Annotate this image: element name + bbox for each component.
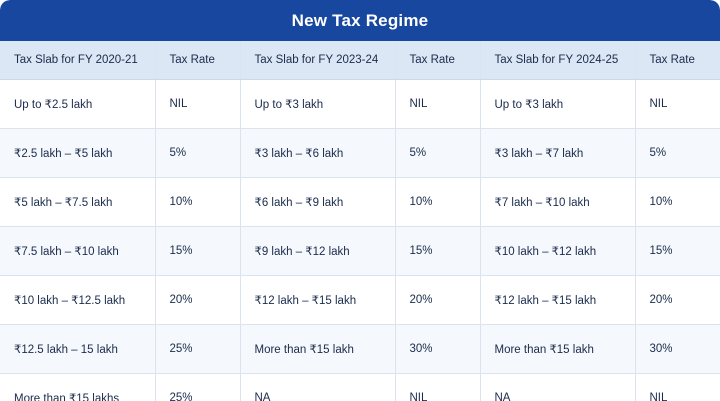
table-row bbox=[0, 80, 720, 129]
column-header-slab-2024-25: Tax Slab for FY 2024-25 bbox=[480, 41, 635, 80]
cell-rate-2023-24: 20% bbox=[395, 276, 480, 325]
table-row bbox=[0, 276, 720, 325]
cell-rate-2024-25: 15% bbox=[635, 227, 720, 276]
table-row bbox=[0, 227, 720, 276]
cell-rate-2023-24: 5% bbox=[395, 129, 480, 178]
tax-slab-table bbox=[0, 41, 720, 401]
cell-rate-2020-21: 15% bbox=[155, 227, 240, 276]
column-header-slab-2020-21: Tax Slab for FY 2020-21 bbox=[0, 41, 155, 80]
cell-slab-2023-24: ₹6 lakh – ₹9 lakh bbox=[240, 178, 395, 227]
cell-rate-2024-25: 5% bbox=[635, 129, 720, 178]
cell-slab-2020-21: ₹10 lakh – ₹12.5 lakh bbox=[0, 276, 155, 325]
column-header-rate-2024-25: Tax Rate bbox=[635, 41, 720, 80]
page-title: New Tax Regime bbox=[291, 10, 429, 30]
table-row bbox=[0, 178, 720, 227]
cell-slab-2024-25: ₹10 lakh – ₹12 lakh bbox=[480, 227, 635, 276]
cell-slab-2024-25: Up to ₹3 lakh bbox=[480, 80, 635, 129]
cell-slab-2020-21: ₹2.5 lakh – ₹5 lakh bbox=[0, 129, 155, 178]
cell-slab-2024-25: ₹7 lakh – ₹10 lakh bbox=[480, 178, 635, 227]
cell-rate-2020-21: NIL bbox=[155, 80, 240, 129]
cell-rate-2020-21: 25% bbox=[155, 374, 240, 401]
cell-slab-2024-25: More than ₹15 lakh bbox=[480, 325, 635, 374]
cell-slab-2024-25: NA bbox=[480, 374, 635, 401]
cell-rate-2023-24: NIL bbox=[395, 80, 480, 129]
table-header-row bbox=[0, 41, 720, 80]
cell-rate-2024-25: 20% bbox=[635, 276, 720, 325]
cell-rate-2024-25: NIL bbox=[635, 374, 720, 401]
cell-slab-2020-21: ₹7.5 lakh – ₹10 lakh bbox=[0, 227, 155, 276]
cell-rate-2023-24: 10% bbox=[395, 178, 480, 227]
column-header-rate-2023-24: Tax Rate bbox=[395, 41, 480, 80]
cell-slab-2020-21: Up to ₹2.5 lakh bbox=[0, 80, 155, 129]
cell-slab-2020-21: ₹5 lakh – ₹7.5 lakh bbox=[0, 178, 155, 227]
cell-slab-2023-24: NA bbox=[240, 374, 395, 401]
table-head bbox=[0, 41, 720, 80]
table-row bbox=[0, 374, 720, 401]
cell-rate-2020-21: 10% bbox=[155, 178, 240, 227]
cell-rate-2023-24: NIL bbox=[395, 374, 480, 401]
cell-slab-2023-24: ₹12 lakh – ₹15 lakh bbox=[240, 276, 395, 325]
cell-slab-2020-21: ₹12.5 lakh – 15 lakh bbox=[0, 325, 155, 374]
table-row bbox=[0, 129, 720, 178]
cell-slab-2023-24: More than ₹15 lakh bbox=[240, 325, 395, 374]
cell-slab-2023-24: ₹9 lakh – ₹12 lakh bbox=[240, 227, 395, 276]
cell-rate-2020-21: 5% bbox=[155, 129, 240, 178]
cell-slab-2024-25: ₹12 lakh – ₹15 lakh bbox=[480, 276, 635, 325]
cell-rate-2024-25: 30% bbox=[635, 325, 720, 374]
cell-slab-2023-24: ₹3 lakh – ₹6 lakh bbox=[240, 129, 395, 178]
cell-rate-2020-21: 25% bbox=[155, 325, 240, 374]
column-header-slab-2023-24: Tax Slab for FY 2023-24 bbox=[240, 41, 395, 80]
cell-slab-2024-25: ₹3 lakh – ₹7 lakh bbox=[480, 129, 635, 178]
column-header-rate-2020-21: Tax Rate bbox=[155, 41, 240, 80]
cell-rate-2023-24: 15% bbox=[395, 227, 480, 276]
cell-rate-2024-25: NIL bbox=[635, 80, 720, 129]
cell-slab-2020-21: More than ₹15 lakhs bbox=[0, 374, 155, 401]
card-header bbox=[0, 0, 720, 41]
cell-slab-2023-24: Up to ₹3 lakh bbox=[240, 80, 395, 129]
cell-rate-2024-25: 10% bbox=[635, 178, 720, 227]
table-body bbox=[0, 80, 720, 401]
cell-rate-2023-24: 30% bbox=[395, 325, 480, 374]
table-row bbox=[0, 325, 720, 374]
cell-rate-2020-21: 20% bbox=[155, 276, 240, 325]
